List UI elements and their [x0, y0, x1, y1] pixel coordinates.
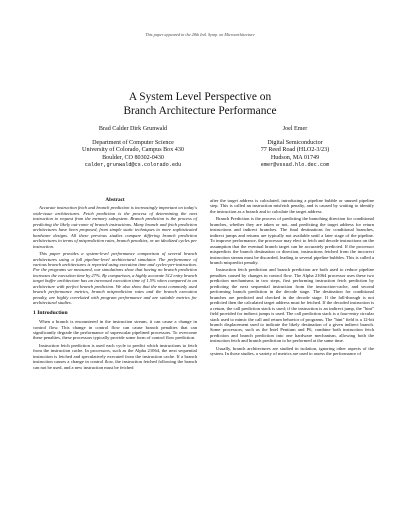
- publication-note: This paper appeared in the 28th Intl. Symp. on Microarchitecture: [145, 32, 255, 37]
- author-names: Joel Emer: [282, 126, 308, 132]
- title-line-2: Branch Architecture Performance: [123, 104, 277, 117]
- author-email: emer@vssad.hlo.dec.com: [260, 162, 330, 169]
- right-column: [210, 198, 374, 359]
- body-paragraph: Instruction fetch prediction and branch prediction are both used to reduce pipeline penalties caused by changes in control flow. The Alpha 21064 processor uses these two prediction mechanisms in two steps, first performing instruction fetch prediction by predicting the next sequential instruction from the instruction-cache, and second performing branch prediction in the decode stage. The destination for conditional branches are predicted and checked in the decode stage. If the fall-through is not predicted then the calculated target address must be fetched. If the decoded instruction is a return, the call prediction stack is used; if the instruction is an indirect jump, the "hint" field provided for indirect jumps is used. The call prediction stack is a four-entry circular stack used to mimic the call and return behavior of programs. The "hint" field is a 12-bit branch displacement used to indicate the likely destination of a given indirect branch. Some processors, such as the Intel Pentium and P6, combine both instruction fetch prediction and branch prediction into one hardware mechanism, allowing both the instruction fetch and branch prediction to be performed at the same time.: [210, 267, 374, 344]
- author-street: 77 Reed Road (HLO2-3/23): [260, 147, 330, 154]
- author-names: Brad Calder Dirk Grunwald: [98, 126, 168, 132]
- abstract-paragraph: This paper provides a system-level performance comparison of several branch architectures using a full pipeline-level architectural simulator. The performance of various branch architectures is reported using execution time and cycles-per-instruction. For the programs we measured, our simulations show that having no branch prediction increases the execution time by 27%. By comparison, a highly accurate 512 entry branch target buffer architecture has an increased execution time of 1.5% when compared to an architecture with perfect branch prediction. We also show that the most commonly used branch performance metrics, branch misprediction rates and the branch execution penalty, are highly correlated with program performance and are suitable metrics for architectural studies.: [33, 251, 198, 306]
- body-paragraph: Instruction fetch prediction is used each cycle to predict which instructions to fetch from the instruction cache. In processors, such as the Alpha 21064, the next sequential instruction is fetched and speculatively executed from the instruction cache. If a branch instruction causes a change in control flow, the instruction fetched following the branch can not be used, and a new instruction must be fetched: [33, 342, 197, 370]
- body-paragraph: Branch Prediction is the process of predicting the branching direction for conditional branches, whether they are taken or not, and predicting the target address for return instructions and indirect branches. The final destinations for conditional branches, indirect jumps and returns are typically not available until a later stage of the pipeline. To improve performance, the processor may elect to fetch and decode instructions on the assumption that the eventual branch target can be accurately predicted. If the processor mispredicts the branch destination or direction, instructions fetched from the incorrect instruction stream must be discarded, leading to several pipeline bubbles. This is called a branch mispredict penalty.: [210, 216, 374, 265]
- paper-title: [0, 91, 400, 118]
- abstract-heading: Abstract: [105, 197, 125, 203]
- left-column: [33, 198, 197, 372]
- author-affiliation-digital: [238, 126, 352, 170]
- abstract: [33, 198, 197, 306]
- author-affiliation-colorado: [48, 126, 218, 170]
- abstract-paragraph: Accurate instruction fetch and branch prediction is increasingly important on today's wide-issue architectures. Fetch prediction is the process of determining the next instruction to request from the memory subsystem. Branch prediction is the process of predicting the likely out-come of branch instructions. Many branch and fetch prediction architectures have been proposed, from simple static techniques to more sophisticated hardware designs. All these previous studies compare differing branch prediction architectures in terms of misprediction rates, branch penalties, or an idealized cycles per instruction.: [33, 205, 197, 249]
- body-paragraph: after the target address is calculated, introducing a pipeline bubble or unused pipeline step. This is called an instruction misfetch penalty, and is caused by waiting to identify the instruction as a branch and to calculate the target address.: [210, 198, 374, 214]
- body-paragraph: Usually, branch architectures are studied in isolation, ignoring other aspects of the system. In those studies, a variety of metrics are used to assess the performance of: [210, 345, 374, 357]
- title-line-1: A System Level Perspective on: [128, 91, 272, 103]
- section-heading: 1 Introduction: [33, 309, 68, 316]
- author-email: calder,grunwald@cs.colorado.edu: [84, 162, 182, 169]
- author-city: Boulder, CO 80302-0430: [102, 154, 164, 161]
- author-city: Hudson, MA 01749: [270, 154, 320, 161]
- body-paragraph: When a branch is encountered in the instruction stream, it can cause a change in control flow. This change in control flow can cause branch penalties that can significantly degrade the performance of superscalar pipelined processors. To overcome these penalties, these processors typically provide some form of control flow prediction.: [33, 319, 197, 341]
- author-organization: University of Colorado, Campus Box 430: [82, 147, 184, 154]
- author-block: [48, 126, 352, 190]
- author-department: Department of Computer Science: [92, 139, 174, 146]
- author-organization: Digital Semiconductor: [267, 139, 323, 146]
